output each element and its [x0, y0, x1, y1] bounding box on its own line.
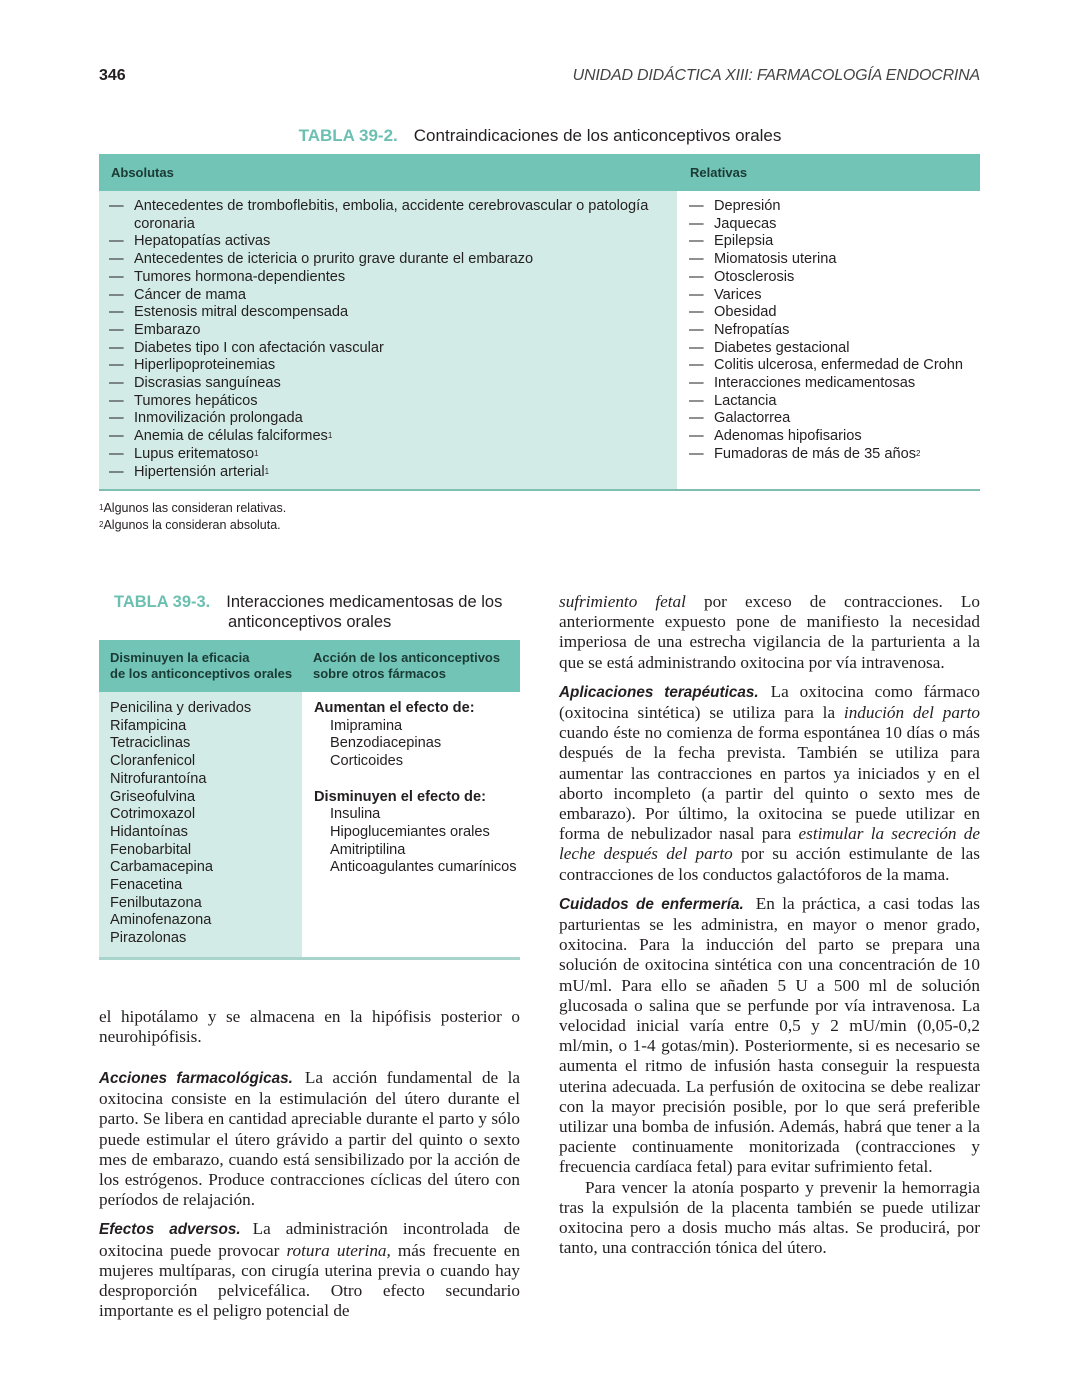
- table-39-2-caption: [0, 126, 1080, 146]
- column-disminuyen-eficacia: [99, 692, 302, 957]
- list-item: — Embarazo: [109, 322, 677, 340]
- drug-item: Nitrofurantoína: [110, 770, 207, 787]
- column-accion-otros-farmacos: [302, 692, 520, 957]
- drug-item: Anticoagulantes cumarínicos: [330, 859, 517, 876]
- drug-item: Cloranfenicol: [110, 753, 196, 770]
- footnote: $^2$Algunos la consideran absoluta.: [99, 518, 281, 532]
- body-text-left: [99, 1068, 520, 1321]
- drug-item: Hidantoínas: [110, 823, 188, 840]
- list-item: — Discrasias sanguíneas: [109, 375, 677, 393]
- column-header-absolutas: Absolutas: [111, 165, 174, 180]
- list-item: — Nefropatías: [689, 322, 980, 340]
- list-item: — Antecedentes de tromboflebitis, embolia, accidente cerebrovascular o patología coronaria: [109, 198, 677, 233]
- table-label: TABLA 39-3.: [114, 593, 211, 611]
- drug-item: Carbamacepina: [110, 859, 214, 876]
- drug-item: Aminofenazona: [110, 912, 212, 929]
- table-header: [99, 640, 520, 692]
- list-item: — Depresión: [689, 198, 980, 216]
- section-heading: Aplicaciones terapéuticas.: [559, 683, 759, 701]
- list-item: — Jaquecas: [689, 216, 980, 234]
- drug-item: Hipoglucemiantes orales: [330, 823, 490, 840]
- table-39-3: [99, 640, 520, 960]
- list-item: — Cáncer de mama: [109, 287, 677, 305]
- effect-group-title: Aumentan el efecto de:: [314, 700, 475, 716]
- footnote: $^1$Algunos las consideran relativas.: [99, 501, 287, 515]
- paragraph-efectos: Efectos adversos. La administración incontrolada de oxitocina puede provocar rotura uterina, más frecuente en mujeres multíparas, con cirugía uterina previa o cuando hay desproporción pelvicefálica. Otro efecto secundario importante es el peligro potencial de: [99, 1219, 521, 1321]
- body-text-continuation: el hipotálamo y se almacena en la hipófisis posterior o neurohipófisis.: [99, 1007, 520, 1047]
- drug-item: Amitriptilina: [330, 841, 406, 858]
- table-footnotes: [99, 500, 286, 534]
- list-item: — Galactorrea: [689, 410, 980, 428]
- table-title-line1: Interacciones medicamentosas de los: [226, 593, 503, 611]
- drug-item: Tetraciclinas: [110, 735, 191, 752]
- drug-item: Insulina: [330, 806, 381, 823]
- list-item: — Diabetes gestacional: [689, 340, 980, 358]
- list-item: — Otosclerosis: [689, 269, 980, 287]
- list-item: — Fumadoras de más de 35 años$^2$: [689, 446, 980, 464]
- effect-group: [314, 789, 520, 878]
- paragraph-cuidados: Cuidados de enfermería. En la práctica, a casi todas las parturientas se les administra, en mayor o menor grado, oxitocina. Para la inducción del parto se prepara una solución de oxitocina sintética con una concentración de 10 mU/ml. Para ello se añaden 5 U a 500 ml de solución glucosada o salina que se perfunde por vía intravenosa. La velocidad inicial varía entre 0,5 y 2 mU/min (0,05-0,2 ml/min, o 1-4 gotas/min). Posteriormente, si es necesario se aumenta el ritmo de infusión hasta conseguir la respuesta uterina adecuada. La perfusión de oxitocina se debe realizar con la mayor precisión posible, por lo que será preferible utilizar una bomba de infusión. Además, habrá que tener a la paciente continuamente monitorizada (contracciones y frecuencia cardíaca fetal) para evitar sufrimiento fetal.: [559, 893, 980, 1177]
- section-heading: Efectos adversos.: [99, 1221, 241, 1239]
- drug-item: Penicilina y derivados: [110, 700, 252, 716]
- column-header-disminuyen: Disminuyen la eficacia de los anticonceptivos orales: [110, 650, 293, 681]
- drug-item: Corticoides: [330, 753, 403, 770]
- table-title: Contraindicaciones de los anticonceptivos orales: [413, 126, 782, 145]
- paragraph-aplicaciones: Aplicaciones terapéuticas. La oxitocina como fármaco (oxitocina sintética) se utiliza para la indución del parto cuando éste no comienza de forma espontánea 10 días o más después de la fecha prevista. También se utiliza para aumentar las contracciones en partos ya iniciados y en el aborto incompleto (a partir del quinto o sexto mes de embarazo). Por último, la oxitocina se puede utilizar en forma de nebulizador nasal para estimular la secreción de leche después del parto por su acción estimulante de las contracciones de los conductos galactóforos de la mama.: [559, 681, 980, 884]
- running-head: UNIDAD DIDÁCTICA XIII: FARMACOLOGÍA ENDOCRINA: [572, 67, 980, 84]
- table-body: [99, 692, 520, 960]
- drug-item: Imipramina: [330, 717, 403, 734]
- column-header-accion: Acción de los anticonceptivos sobre otros fármacos: [313, 650, 501, 681]
- section-heading: Acciones farmacológicas.: [99, 1070, 293, 1087]
- section-heading: Cuidados de enfermería.: [559, 895, 744, 913]
- list-item: — Tumores hormona-dependientes: [109, 269, 677, 287]
- drug-item: Fenacetina: [110, 877, 183, 894]
- drug-item: Griseofulvina: [110, 788, 196, 805]
- column-header-relativas: Relativas: [690, 165, 748, 180]
- table-header: [99, 154, 980, 191]
- absolutas-list: [109, 198, 677, 481]
- list-item: — Hepatopatías activas: [109, 233, 677, 251]
- list-item: — Hipertensión arterial$^1$: [109, 464, 677, 482]
- list-item: — Varices: [689, 287, 980, 305]
- paragraph-atonia: Para vencer la atonía posparto y prevenir la hemorragia tras la expulsión de la placenta también se puede utilizar oxitocina pero a dosis mucho más altas. Se producirá, por tanto, una contracción tónica del útero.: [559, 1177, 980, 1258]
- drug-item: Benzodiacepinas: [330, 735, 442, 752]
- list-item: — Adenomas hipofisarios: [689, 428, 980, 446]
- list-item: — Obesidad: [689, 304, 980, 322]
- table-39-2: [99, 154, 980, 491]
- column-relativas: [677, 191, 980, 489]
- effect-group: [314, 700, 520, 771]
- column-absolutas: [99, 191, 677, 489]
- table-title-line2: anticonceptivos orales: [228, 613, 392, 631]
- list-item: — Diabetes tipo I con afectación vascular: [109, 340, 677, 358]
- drug-item: Fenilbutazona: [110, 894, 202, 911]
- list-item: — Epilepsia: [689, 233, 980, 251]
- effect-group-title: Disminuyen el efecto de:: [314, 788, 486, 805]
- list-item: — Anemia de células falciformes$^1$: [109, 428, 677, 446]
- list-item: — Tumores hepáticos: [109, 393, 677, 411]
- list-item: — Colitis ulcerosa, enfermedad de Crohn: [689, 357, 980, 375]
- drug-item: Rifampicina: [110, 717, 187, 734]
- paragraph-acciones: Acciones farmacológicas. La acción fundamental de la oxitocina consiste en la estimulación del útero durante el parto. Se libera en cantidad apreciable durante el parto y sólo puede estimular el útero grávido a partir del quinto o sexto mes de embarazo, cuando está sensibilizado por la acción de los estrógenos. Produce contracciones cíclicas del útero con períodos de relajación.: [99, 1068, 520, 1210]
- paragraph-efectos-cont: sufrimiento fetal por exceso de contracciones. Lo anteriormente expuesto pone de manifiesto la necesidad imperiosa de una estrecha vigilancia de la parturienta a la que se está administrando oxitocina por vía intravenosa.: [559, 592, 980, 672]
- table-label: TABLA 39-2.: [298, 126, 398, 145]
- list-item: — Inmovilización prolongada: [109, 410, 677, 428]
- list-item: — Antecedentes de ictericia o prurito grave durante el embarazo: [109, 251, 677, 269]
- list-item: — Lactancia: [689, 393, 980, 411]
- relativas-list: [689, 198, 980, 464]
- drug-item: Fenobarbital: [110, 841, 192, 858]
- drug-item: Pirazolonas: [110, 930, 187, 947]
- page-number: 346: [99, 67, 126, 84]
- body-text-right: [559, 592, 980, 1259]
- list-item: — Interacciones medicamentosas: [689, 375, 980, 393]
- list-item: — Estenosis mitral descompensada: [109, 304, 677, 322]
- list-item: — Miomatosis uterina: [689, 251, 980, 269]
- drug-item: Cotrimoxazol: [110, 806, 196, 823]
- list-item: — Hiperlipoproteinemias: [109, 357, 677, 375]
- list-item: — Lupus eritematoso$^1$: [109, 446, 677, 464]
- table-body: [99, 191, 980, 491]
- table-39-3-caption: [99, 592, 520, 632]
